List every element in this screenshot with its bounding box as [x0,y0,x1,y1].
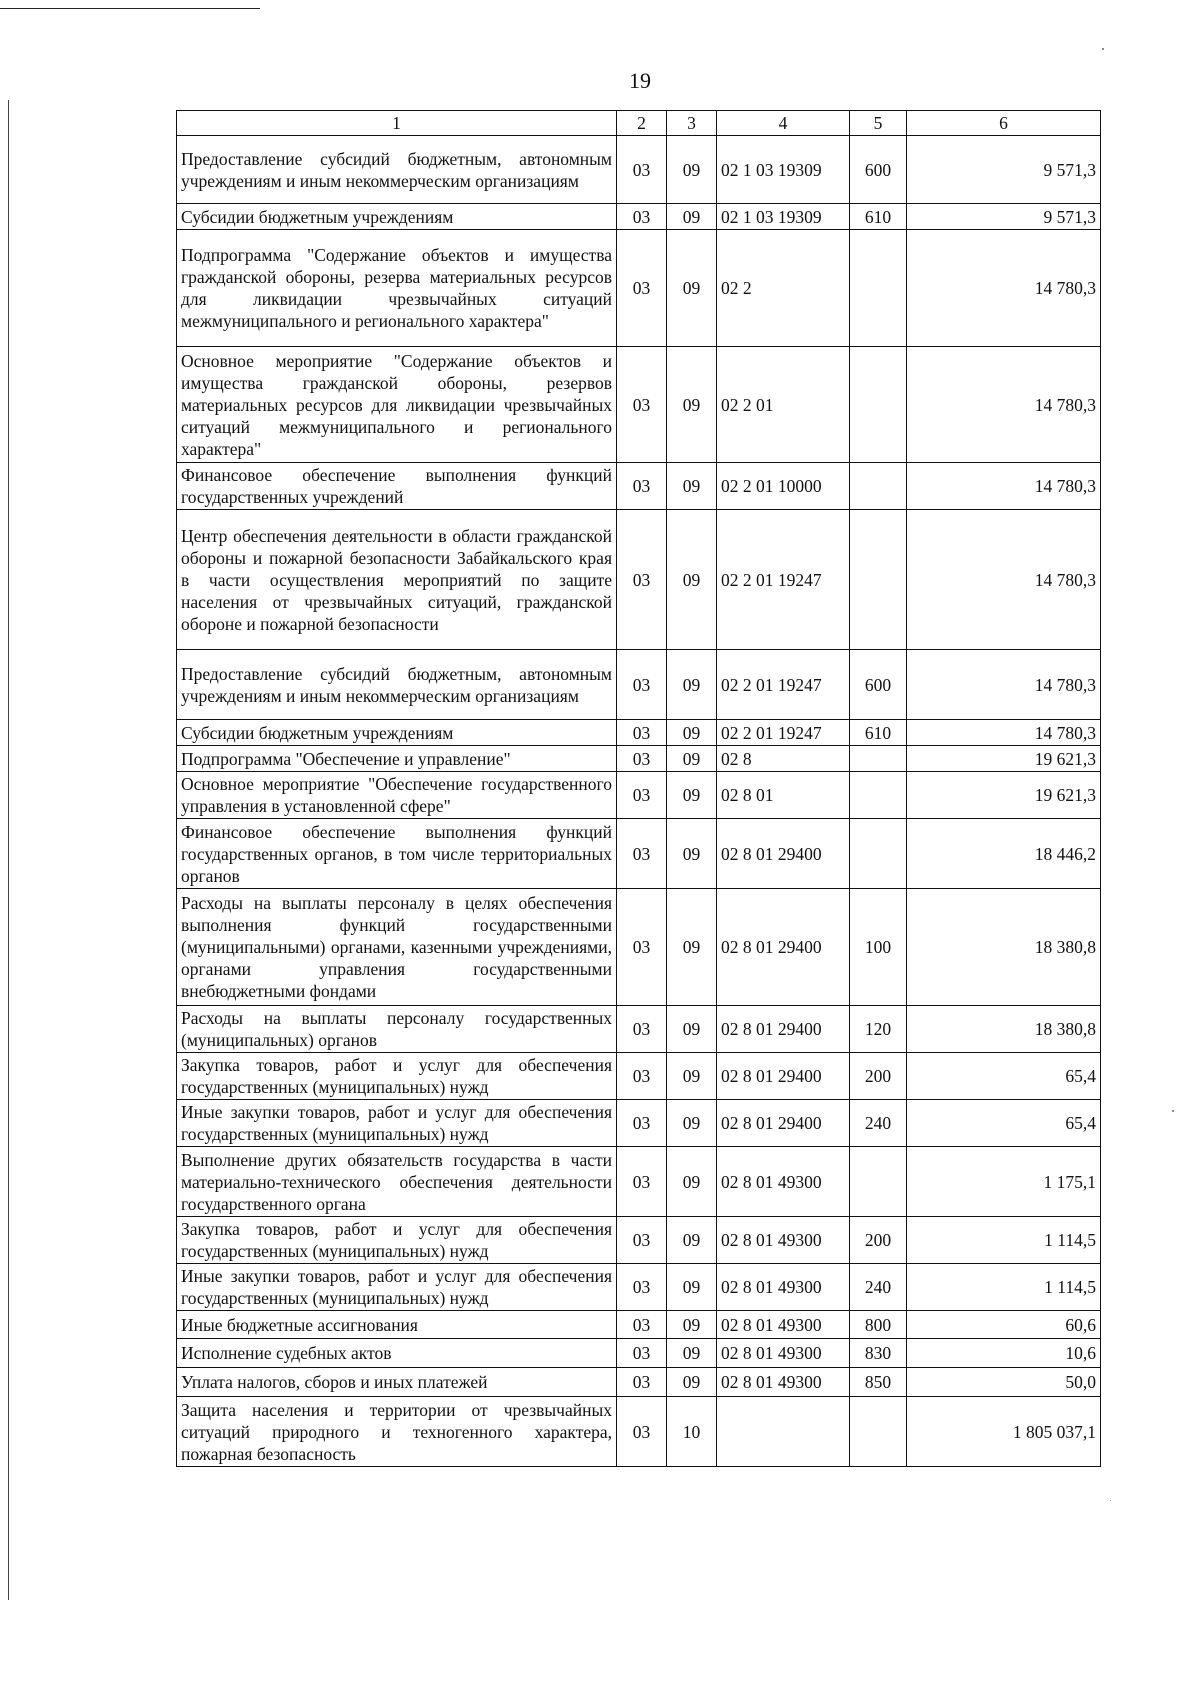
table-row [177,510,1101,650]
row-amount: 1 114,5 [907,1264,1101,1311]
row-target-code: 02 1 03 19309 [717,204,850,230]
row-amount: 65,4 [907,1100,1101,1147]
row-name: Иные закупки товаров, работ и услуг для обеспечения государственных (муниципальных) нужд [177,1100,617,1147]
row-amount: 14 780,3 [907,347,1101,463]
row-target-code: 02 8 01 49300 [717,1368,850,1397]
row-target-code: 02 2 [717,230,850,347]
row-subsection: 09 [667,650,717,720]
table-row [177,1053,1101,1100]
row-expense-type: 800 [850,1311,907,1339]
scan-edge-line-top [0,8,260,9]
row-expense-type [850,746,907,772]
row-subsection: 09 [667,1339,717,1368]
row-expense-type: 240 [850,1100,907,1147]
table-row [177,1339,1101,1368]
row-expense-type [850,1147,907,1217]
table-row [177,746,1101,772]
row-subsection: 09 [667,136,717,204]
row-amount: 14 780,3 [907,510,1101,650]
table-row [177,1006,1101,1053]
row-amount: 18 380,8 [907,1006,1101,1053]
header-col-1: 1 [177,111,617,136]
row-name: Защита населения и территории от чрезвычайных ситуаций природного и техногенного характера, пожарная безопасность [177,1397,617,1467]
table-row [177,889,1101,1006]
row-target-code: 02 8 01 49300 [717,1311,850,1339]
scan-dot [1172,1110,1174,1112]
table-row [177,1397,1101,1467]
row-subsection: 09 [667,1147,717,1217]
row-expense-type: 610 [850,204,907,230]
row-section: 03 [617,650,667,720]
row-expense-type [850,1397,907,1467]
row-target-code: 02 2 01 19247 [717,510,850,650]
table-row [177,1217,1101,1264]
row-name: Подпрограмма "Содержание объектов и имущества гражданской обороны, резерва материальных ресурсов для ликвидации чрезвычайных ситуаций межмуниципального и регионального характера" [177,230,617,347]
row-expense-type: 240 [850,1264,907,1311]
row-amount: 1 114,5 [907,1217,1101,1264]
row-subsection: 09 [667,772,717,819]
scan-edge-line-left [8,100,9,1600]
row-name: Основное мероприятие "Обеспечение государственного управления в установленной сфере" [177,772,617,819]
row-expense-type: 600 [850,650,907,720]
row-name: Расходы на выплаты персоналу в целях обеспечения выполнения функций государственными (муниципальными) органами, казенными учреждениями, органами управления государственными внебюджетными фондами [177,889,617,1006]
row-target-code: 02 2 01 [717,347,850,463]
row-amount: 14 780,3 [907,720,1101,746]
row-section: 03 [617,204,667,230]
table-row [177,772,1101,819]
row-section: 03 [617,463,667,510]
row-subsection: 09 [667,347,717,463]
row-section: 03 [617,1217,667,1264]
row-expense-type [850,510,907,650]
row-section: 03 [617,1100,667,1147]
row-subsection: 09 [667,746,717,772]
row-name: Предоставление субсидий бюджетным, автономным учреждениям и иным некоммерческим организациям [177,136,617,204]
row-amount: 18 446,2 [907,819,1101,889]
row-subsection: 09 [667,1368,717,1397]
row-subsection: 09 [667,720,717,746]
row-target-code: 02 2 01 19247 [717,650,850,720]
row-name: Иные бюджетные ассигнования [177,1311,617,1339]
row-subsection: 09 [667,1311,717,1339]
table-row [177,720,1101,746]
row-section: 03 [617,1006,667,1053]
row-section: 03 [617,136,667,204]
table-row [177,1147,1101,1217]
row-subsection: 09 [667,889,717,1006]
row-amount: 65,4 [907,1053,1101,1100]
row-name: Субсидии бюджетным учреждениям [177,204,617,230]
row-target-code: 02 8 01 49300 [717,1147,850,1217]
row-target-code: 02 8 01 29400 [717,1100,850,1147]
row-expense-type: 850 [850,1368,907,1397]
table-header-row [177,111,1101,136]
row-subsection: 09 [667,1006,717,1053]
row-section: 03 [617,1053,667,1100]
row-target-code: 02 8 01 49300 [717,1264,850,1311]
row-target-code: 02 8 01 29400 [717,1006,850,1053]
row-section: 03 [617,819,667,889]
header-col-4: 4 [717,111,850,136]
row-name: Иные закупки товаров, работ и услуг для обеспечения государственных (муниципальных) нужд [177,1264,617,1311]
table-row [177,1264,1101,1311]
row-amount: 19 621,3 [907,746,1101,772]
row-expense-type: 100 [850,889,907,1006]
row-expense-type: 200 [850,1217,907,1264]
row-subsection: 10 [667,1397,717,1467]
row-name: Исполнение судебных актов [177,1339,617,1368]
row-target-code [717,1397,850,1467]
row-expense-type [850,230,907,347]
row-name: Расходы на выплаты персоналу государственных (муниципальных) органов [177,1006,617,1053]
row-amount: 10,6 [907,1339,1101,1368]
row-section: 03 [617,1397,667,1467]
row-amount: 50,0 [907,1368,1101,1397]
row-amount: 14 780,3 [907,650,1101,720]
row-amount: 9 571,3 [907,204,1101,230]
budget-table [176,110,1101,1467]
row-name: Центр обеспечения деятельности в области гражданской обороны и пожарной безопасности Забайкальского края в части осуществления мероприятий по защите населения от чрезвычайных ситуаций, гражданской обороне и пожарной безопасности [177,510,617,650]
row-name: Финансовое обеспечение выполнения функций государственных органов, в том числе территориальных органов [177,819,617,889]
row-subsection: 09 [667,1100,717,1147]
row-name: Закупка товаров, работ и услуг для обеспечения государственных (муниципальных) нужд [177,1217,617,1264]
row-name: Подпрограмма "Обеспечение и управление" [177,746,617,772]
table-row [177,347,1101,463]
row-name: Закупка товаров, работ и услуг для обеспечения государственных (муниципальных) нужд [177,1053,617,1100]
row-name: Субсидии бюджетным учреждениям [177,720,617,746]
row-amount: 19 621,3 [907,772,1101,819]
header-col-5: 5 [850,111,907,136]
row-name: Выполнение других обязательств государства в части материально-технического обеспечения деятельности государственного органа [177,1147,617,1217]
table-row [177,819,1101,889]
row-target-code: 02 8 01 29400 [717,1053,850,1100]
header-col-2: 2 [617,111,667,136]
table-row [177,1368,1101,1397]
row-amount: 14 780,3 [907,463,1101,510]
row-expense-type [850,347,907,463]
row-amount: 60,6 [907,1311,1101,1339]
row-section: 03 [617,1368,667,1397]
header-col-6: 6 [907,111,1101,136]
row-subsection: 09 [667,463,717,510]
header-col-3: 3 [667,111,717,136]
row-expense-type: 600 [850,136,907,204]
row-section: 03 [617,1147,667,1217]
page-number: 19 [629,68,651,93]
row-subsection: 09 [667,1264,717,1311]
row-name: Уплата налогов, сборов и иных платежей [177,1368,617,1397]
row-expense-type [850,463,907,510]
table-row [177,1100,1101,1147]
row-section: 03 [617,720,667,746]
table-row [177,136,1101,204]
row-subsection: 09 [667,230,717,347]
row-section: 03 [617,1264,667,1311]
row-amount: 1 805 037,1 [907,1397,1101,1467]
row-expense-type [850,772,907,819]
row-section: 03 [617,746,667,772]
row-name: Финансовое обеспечение выполнения функций государственных учреждений [177,463,617,510]
row-target-code: 02 8 01 49300 [717,1339,850,1368]
row-section: 03 [617,772,667,819]
row-subsection: 09 [667,510,717,650]
row-amount: 14 780,3 [907,230,1101,347]
row-amount: 9 571,3 [907,136,1101,204]
table-row [177,1311,1101,1339]
row-target-code: 02 8 [717,746,850,772]
row-target-code: 02 8 01 49300 [717,1217,850,1264]
row-subsection: 09 [667,204,717,230]
row-section: 03 [617,230,667,347]
scan-dot [1110,1500,1111,1501]
row-expense-type: 830 [850,1339,907,1368]
row-section: 03 [617,889,667,1006]
row-target-code: 02 2 01 10000 [717,463,850,510]
row-target-code: 02 8 01 [717,772,850,819]
row-target-code: 02 8 01 29400 [717,889,850,1006]
row-amount: 18 380,8 [907,889,1101,1006]
row-subsection: 09 [667,1217,717,1264]
row-expense-type: 610 [850,720,907,746]
row-name: Предоставление субсидий бюджетным, автономным учреждениям и иным некоммерческим организациям [177,650,617,720]
row-section: 03 [617,510,667,650]
row-amount: 1 175,1 [907,1147,1101,1217]
row-section: 03 [617,1339,667,1368]
row-name: Основное мероприятие "Содержание объектов и имущества гражданской обороны, резервов материальных ресурсов для ликвидации чрезвычайных ситуаций межмуниципального и регионального характера" [177,347,617,463]
row-target-code: 02 2 01 19247 [717,720,850,746]
row-target-code: 02 8 01 29400 [717,819,850,889]
table-row [177,204,1101,230]
row-section: 03 [617,1311,667,1339]
scan-dot [1102,48,1104,50]
table-row [177,230,1101,347]
row-section: 03 [617,347,667,463]
row-subsection: 09 [667,1053,717,1100]
row-expense-type: 200 [850,1053,907,1100]
table-row [177,650,1101,720]
row-expense-type: 120 [850,1006,907,1053]
row-expense-type [850,819,907,889]
row-subsection: 09 [667,819,717,889]
table-row [177,463,1101,510]
row-target-code: 02 1 03 19309 [717,136,850,204]
